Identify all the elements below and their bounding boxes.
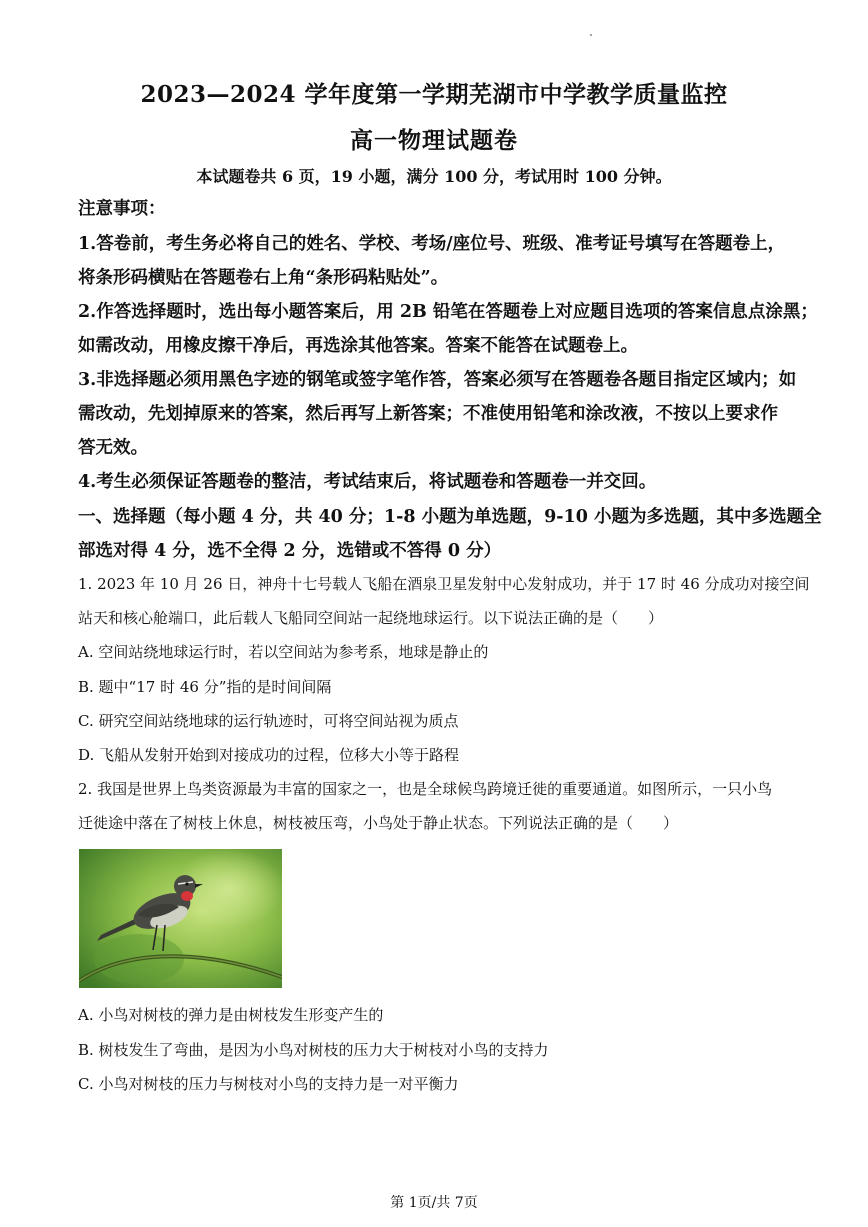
page-number: 第 1页/共 7页: [390, 1195, 478, 1211]
notes-heading: 注意事项：: [78, 199, 166, 219]
section-heading: 部选对得 4 分，选不全得 2 分，选错或不答得 0 分）: [78, 541, 502, 561]
question-1-option-c: C. 研究空间站绕地球的运行轨迹时，可将空间站视为质点: [78, 712, 459, 730]
question-1-stem: 站天和核心舱端口，此后载人飞船同空间站一起绕地球运行。以下说法正确的是（ ）: [78, 609, 664, 627]
scan-dot: [590, 34, 592, 36]
question-2-stem: 2. 我国是世界上鸟类资源最为丰富的国家之一，也是全球候鸟跨境迁徙的重要通道。如图所示，一只小鸟: [78, 780, 773, 798]
question-2-option-b: B. 树枝发生了弯曲，是因为小鸟对树枝的压力大于树枝对小鸟的支持力: [78, 1041, 549, 1059]
question-1-option-b: B. 题中“17 时 46 分”指的是时间间隔: [78, 678, 332, 696]
exam-subtitle: 高一物理试题卷: [350, 127, 518, 154]
notes-line: 3.非选择题必须用黑色字迹的钢笔或签字笔作答，答案必须写在答题卷各题目指定区域内；如: [78, 370, 797, 390]
question-1-option-d: D. 飞船从发射开始到对接成功的过程，位移大小等于路程: [78, 746, 460, 764]
notes-line: 需改动，先划掉原来的答案，然后再写上新答案；不准使用铅笔和涂改液，不按以上要求作: [78, 404, 778, 424]
notes-line: 将条形码横贴在答题卷右上角“条形码粘贴处”。: [78, 268, 449, 288]
question-2-stem: 迁徙途中落在了树枝上休息，树枝被压弯，小鸟处于静止状态。下列说法正确的是（ ）: [78, 814, 679, 832]
notes-line: 4.考生必须保证答题卷的整洁，考试结束后，将试题卷和答题卷一并交回。: [78, 472, 657, 492]
notes-line: 1.答卷前，考生务必将自己的姓名、学校、考场/座位号、班级、准考证号填写在答题卷上，: [78, 234, 786, 254]
notes-line: 2.作答选择题时，选出每小题答案后，用 2B 铅笔在答题卷上对应题目选项的答案信息点涂黑；: [78, 302, 818, 322]
question-1-option-a: A. 空间站绕地球运行时，若以空间站为参考系，地球是静止的: [78, 643, 489, 661]
exam-intro: 本试题卷共 6 页，19 小题，满分 100 分，考试用时 100 分钟。: [196, 167, 672, 186]
notes-line: 如需改动，用橡皮擦干净后，再选涂其他答案。答案不能答在试题卷上。: [78, 336, 638, 356]
section-heading: 一、选择题（每小题 4 分，共 40 分；1-8 小题为单选题，9-10 小题为多选题，其中多选题全: [78, 507, 822, 527]
notes-line: 答无效。: [78, 438, 148, 458]
question-2-option-c: C. 小鸟对树枝的压力与树枝对小鸟的支持力是一对平衡力: [78, 1075, 459, 1093]
exam-title: 2023—2024 学年度第一学期芜湖市中学教学质量监控: [140, 81, 728, 108]
question-2-option-a: A. 小鸟对树枝的弹力是由树枝发生形变产生的: [78, 1006, 384, 1024]
bird-on-branch-image: [79, 849, 282, 988]
question-1-stem: 1. 2023 年 10 月 26 日，神舟十七号载人飞船在酒泉卫星发射中心发射成功，并于 17 时 46 分成功对接空间: [78, 575, 810, 593]
